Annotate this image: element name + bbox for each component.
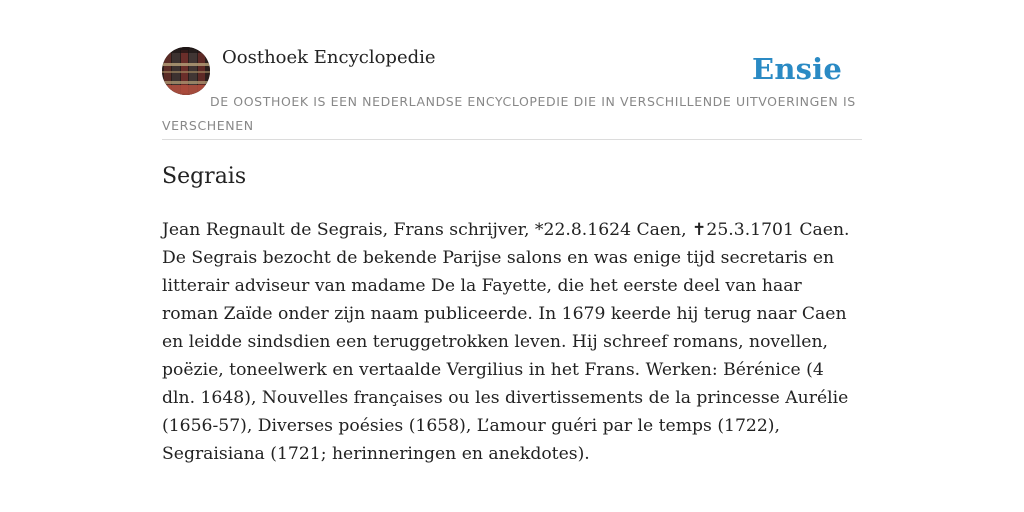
site-tagline: DE OOSTHOEK IS EEN NEDERLANDSE ENCYCLOPEDIE DIE IN VERSCHILLENDE UITVOERINGEN IS VERSCHENEN xyxy=(162,94,856,133)
book-spines-avatar-icon[interactable] xyxy=(162,47,210,95)
article-body: Jean Regnault de Segrais, Frans schrijver, *22.8.1624 Caen, ✝25.3.1701 Caen. De Segrais bezocht de bekende Parijse salons en was enige tijd secretaris en litterair adviseur van madame De la Fayette, die het eerste deel van haar roman Zaïde onder zijn naam publiceerde. In 1679 keerde hij terug naar Caen en leidde sindsdien een teruggetrokken leven. Hij schreef romans, novellen, poëzie, toneelwerk en vertaalde Vergilius in het Frans. Werken: Bérénice (4 dln. 1648), Nouvelles françaises ou les divertissements de la princesse Aurélie (1656-57), Diverses poésies (1658), L’amour guéri par le temps (1722), Segraisiana (1721; herinneringen en anekdotes). xyxy=(162,220,850,464)
page-container xyxy=(162,44,862,464)
site-title-link[interactable]: Oosthoek Encyclopedie xyxy=(222,47,436,68)
article-title: Segrais xyxy=(162,164,247,189)
site-header xyxy=(162,44,862,140)
ensie-logo-link[interactable]: Ensie xyxy=(752,52,842,86)
